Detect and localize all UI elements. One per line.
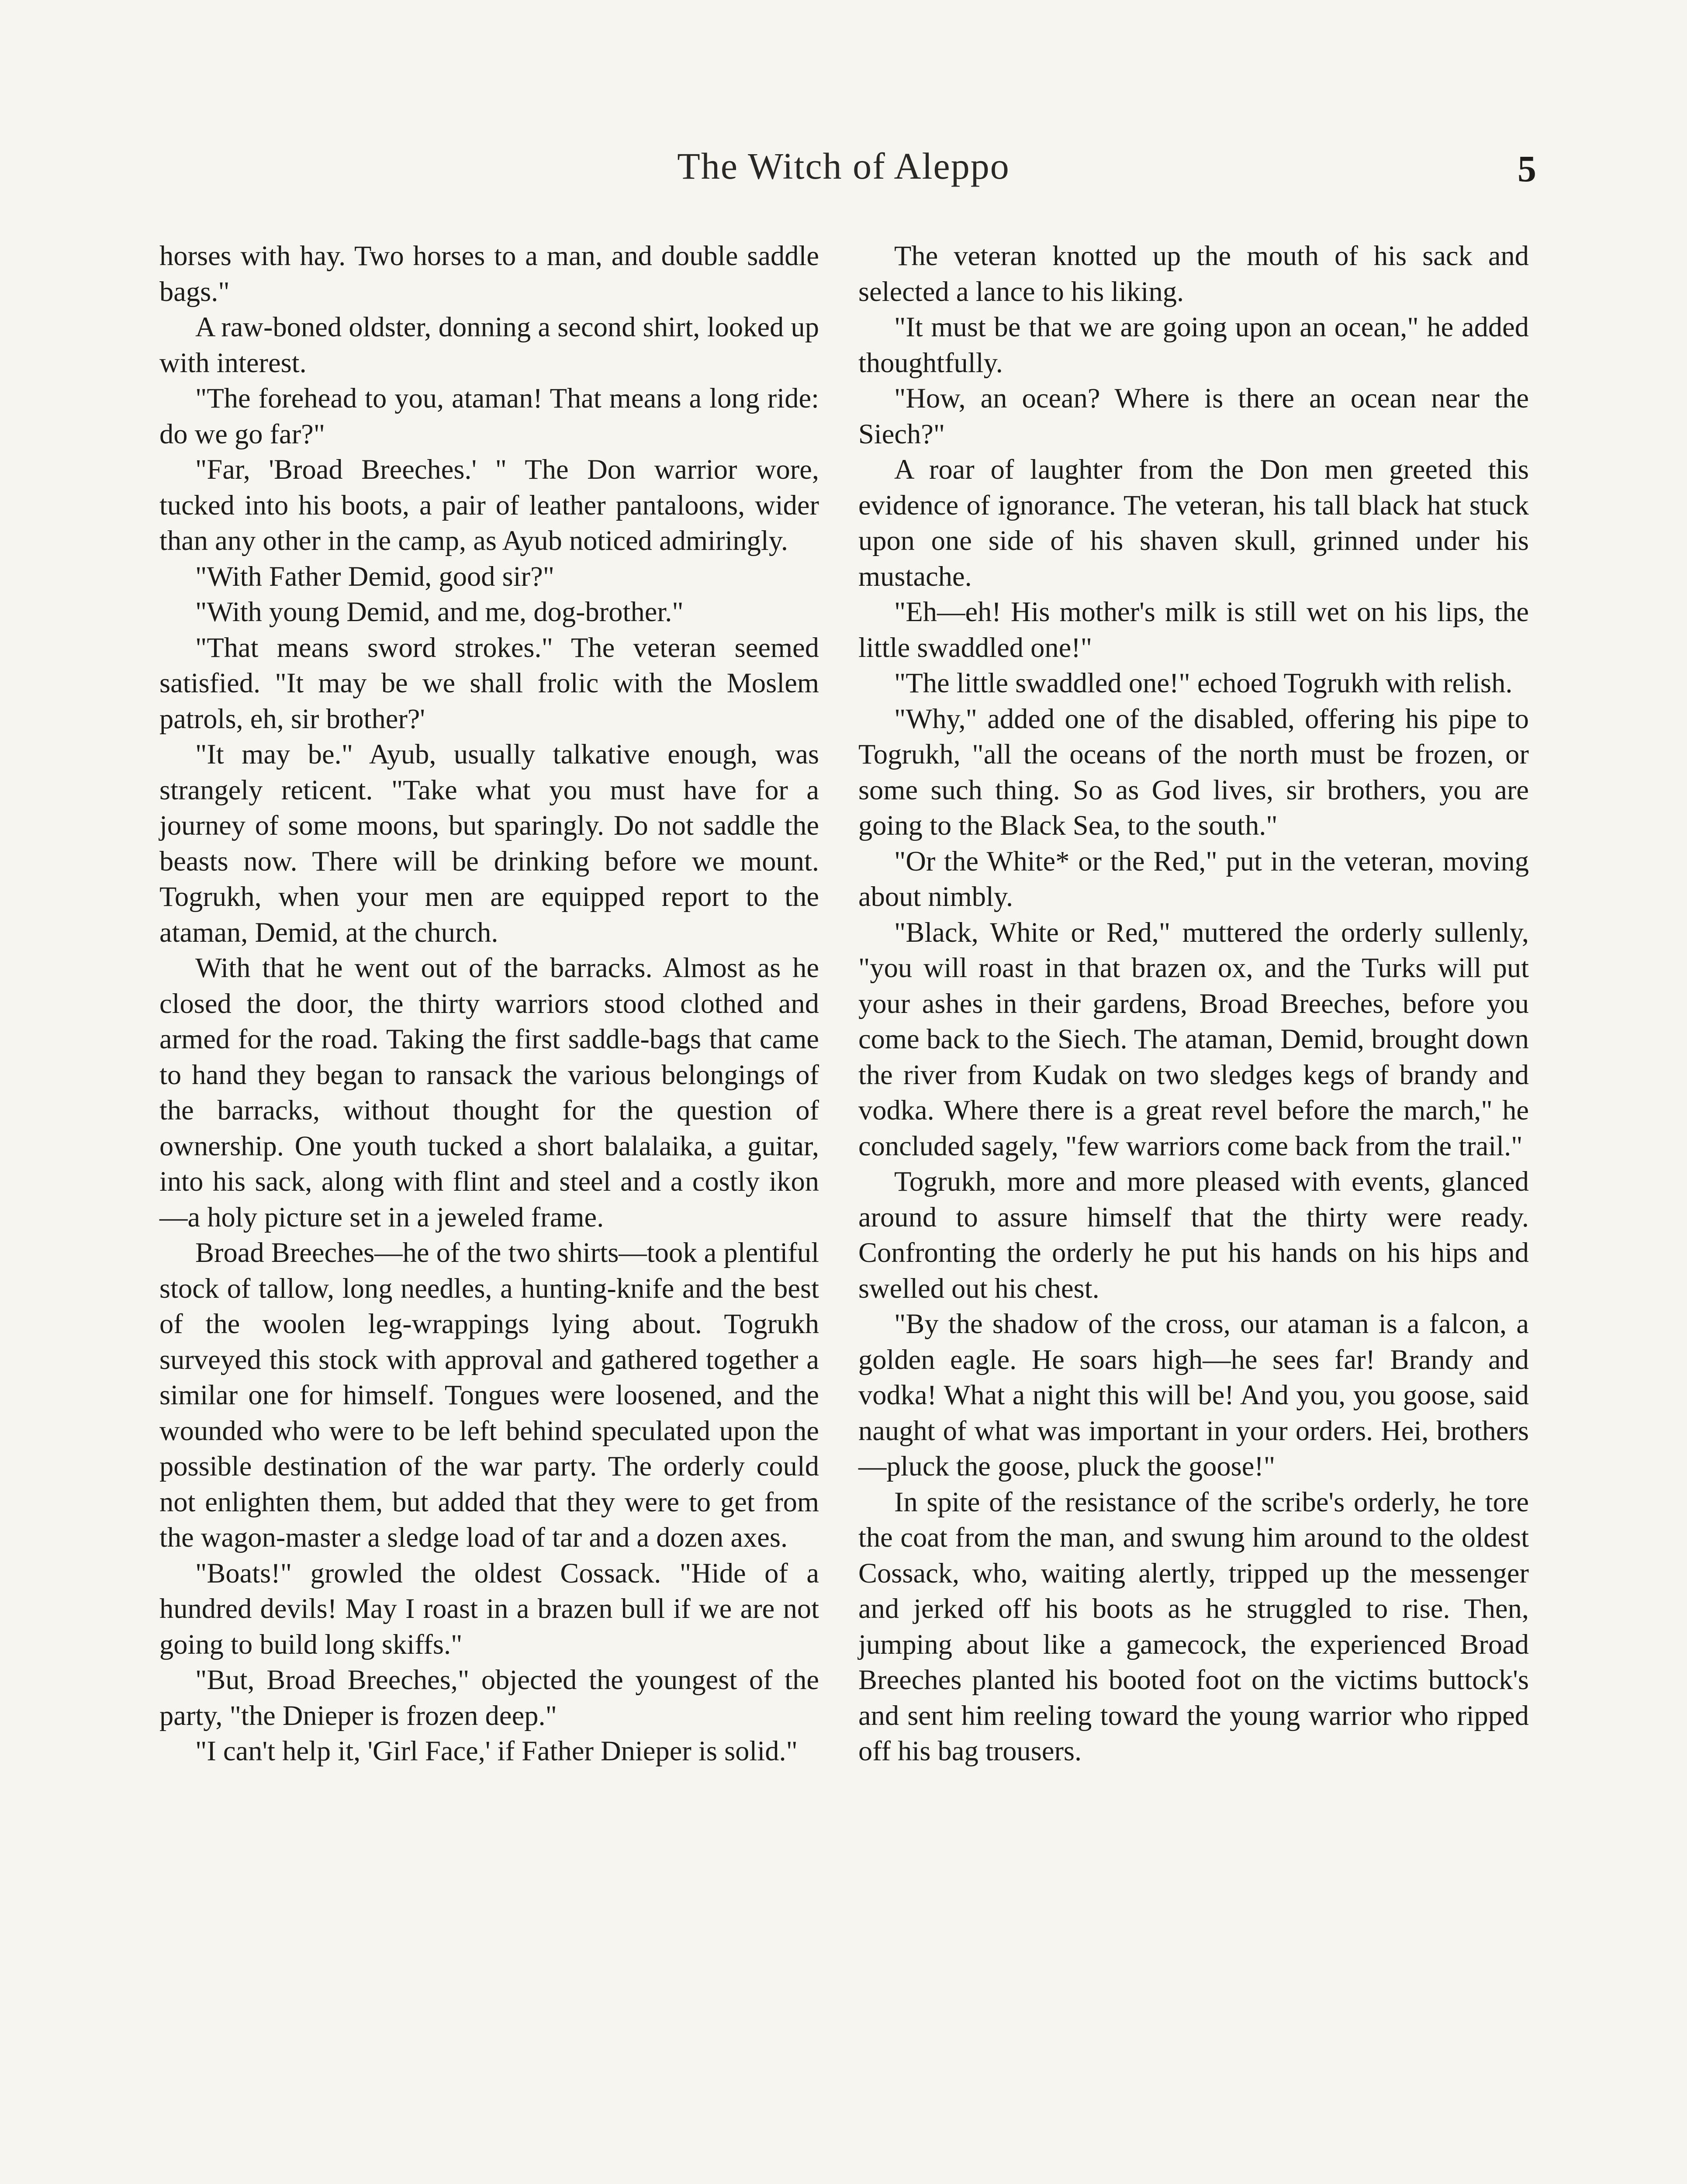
page-number: 5	[1518, 148, 1536, 190]
paragraph: "With Father Demid, good sir?"	[195, 560, 555, 592]
right-column	[858, 238, 1529, 1769]
paragraph: In spite of the resistance of the scribe's orderly, he tore the coat from the man, and swung him around to the oldest Cossack, who, waiting alertly, tripped up the messenger and jerked off his boots as he struggled to rise. Then, jumping about like a gamecock, the experienced Broad Breeches planted his booted foot on the victims buttock's and sent him reeling toward the young warrior who ripped off his bag trousers.	[858, 1486, 1529, 1766]
paragraph: "By the shadow of the cross, our ataman is a falcon, a golden eagle. He soars high—he sees far! Brandy and vodka! What a night this will be! And you, you goose, said naught of what was important in your orders. Hei, brothers—pluck the goose, pluck the goose!"	[858, 1308, 1529, 1482]
paragraph: "Eh—eh! His mother's milk is still wet on his lips, the little swaddled one!"	[858, 596, 1529, 663]
paragraph: "Boats!" growled the oldest Cossack. "Hide of a hundred devils! May I roast in a brazen bull if we are not going to build long skiffs."	[159, 1557, 819, 1660]
page-header	[0, 144, 1687, 201]
paragraph: "That means sword strokes." The veteran seemed satisfied. "It may be we shall frolic with the Moslem patrols, eh, sir brother?'	[159, 632, 819, 734]
running-title: The Witch of Aleppo	[677, 145, 1010, 187]
paragraph: A roar of laughter from the Don men greeted this evidence of ignorance. The veteran, his tall black hat stuck upon one side of his shaven skull, grinned under his mustache.	[858, 454, 1529, 592]
paragraph: "Why," added one of the disabled, offering his pipe to Togrukh, "all the oceans of the north must be frozen, or some such thing. So as God lives, sir brothers, you are going to the Black Sea, to the south."	[858, 703, 1529, 841]
paragraph: Broad Breeches—he of the two shirts—took a plentiful stock of tallow, long needles, a hunting-knife and the best of the woolen leg-wrappings lying about. Togrukh surveyed this stock with approval and gathered together a similar one for himself. Tongues were loosened, and the wounded who were to be left behind speculated upon the possible destination of the war party. The orderly could not enlighten them, but added that they were to get from the wagon-master a sledge load of tar and a dozen axes.	[159, 1237, 819, 1553]
paragraph: "It may be." Ayub, usually talkative enough, was strangely reticent. "Take what you must have for a journey of some moons, but sparingly. Do not saddle the beasts now. There will be drinking before we mount. Togrukh, when your men are equipped report to the ataman, Demid, at the church.	[159, 739, 819, 948]
left-column	[159, 238, 819, 1769]
paragraph: "It must be that we are going upon an ocean," he added thoughtfully.	[858, 311, 1529, 378]
paragraph: Togrukh, more and more pleased with events, glanced around to assure himself that the thirty were ready. Confronting the orderly he put his hands on his hips and swelled out his chest.	[858, 1166, 1529, 1304]
paragraph: "I can't help it, 'Girl Face,' if Father Dnieper is solid."	[195, 1735, 798, 1766]
paragraph: With that he went out of the barracks. Almost as he closed the door, the thirty warriors stood clothed and armed for the road. Taking the first saddle-bags that came to hand they began to ransack the various belongings of the barracks, without thought for the question of ownership. One youth tucked a short balalaika, a guitar, into his sack, along with flint and steel and a costly ikon—a holy picture set in a jeweled frame.	[159, 952, 819, 1233]
paragraph: "Black, White or Red," muttered the orderly sullenly, "you will roast in that brazen ox, and the Turks will put your ashes in their gardens, Broad Breeches, before you come back to the Siech. The ataman, Demid, brought down the river from Kudak on two sledges kegs of brandy and vodka. Where there is a great revel before the march," he concluded sagely, "few warriors come back from the trail."	[858, 916, 1529, 1161]
paragraph: "But, Broad Breeches," objected the youngest of the party, "the Dnieper is frozen deep."	[159, 1664, 819, 1731]
paragraph: A raw-boned oldster, donning a second shirt, looked up with interest.	[159, 311, 819, 378]
paragraph: "Or the White* or the Red," put in the veteran, moving about nimbly.	[858, 845, 1529, 912]
paragraph: The veteran knotted up the mouth of his sack and selected a lance to his liking.	[858, 240, 1529, 307]
paragraph: "How, an ocean? Where is there an ocean near the Siech?"	[858, 383, 1529, 449]
paragraph: "The forehead to you, ataman! That means a long ride: do we go far?"	[159, 383, 819, 449]
paragraph: horses with hay. Two horses to a man, and double saddle bags."	[159, 240, 819, 307]
paragraph: "With young Demid, and me, dog-brother."	[195, 596, 684, 627]
paragraph: "The little swaddled one!" echoed Togrukh with relish.	[894, 667, 1513, 698]
paragraph: "Far, 'Broad Breeches.' " The Don warrior wore, tucked into his boots, a pair of leather pantaloons, wider than any other in the camp, as Ayub noticed admiringly.	[159, 454, 819, 556]
